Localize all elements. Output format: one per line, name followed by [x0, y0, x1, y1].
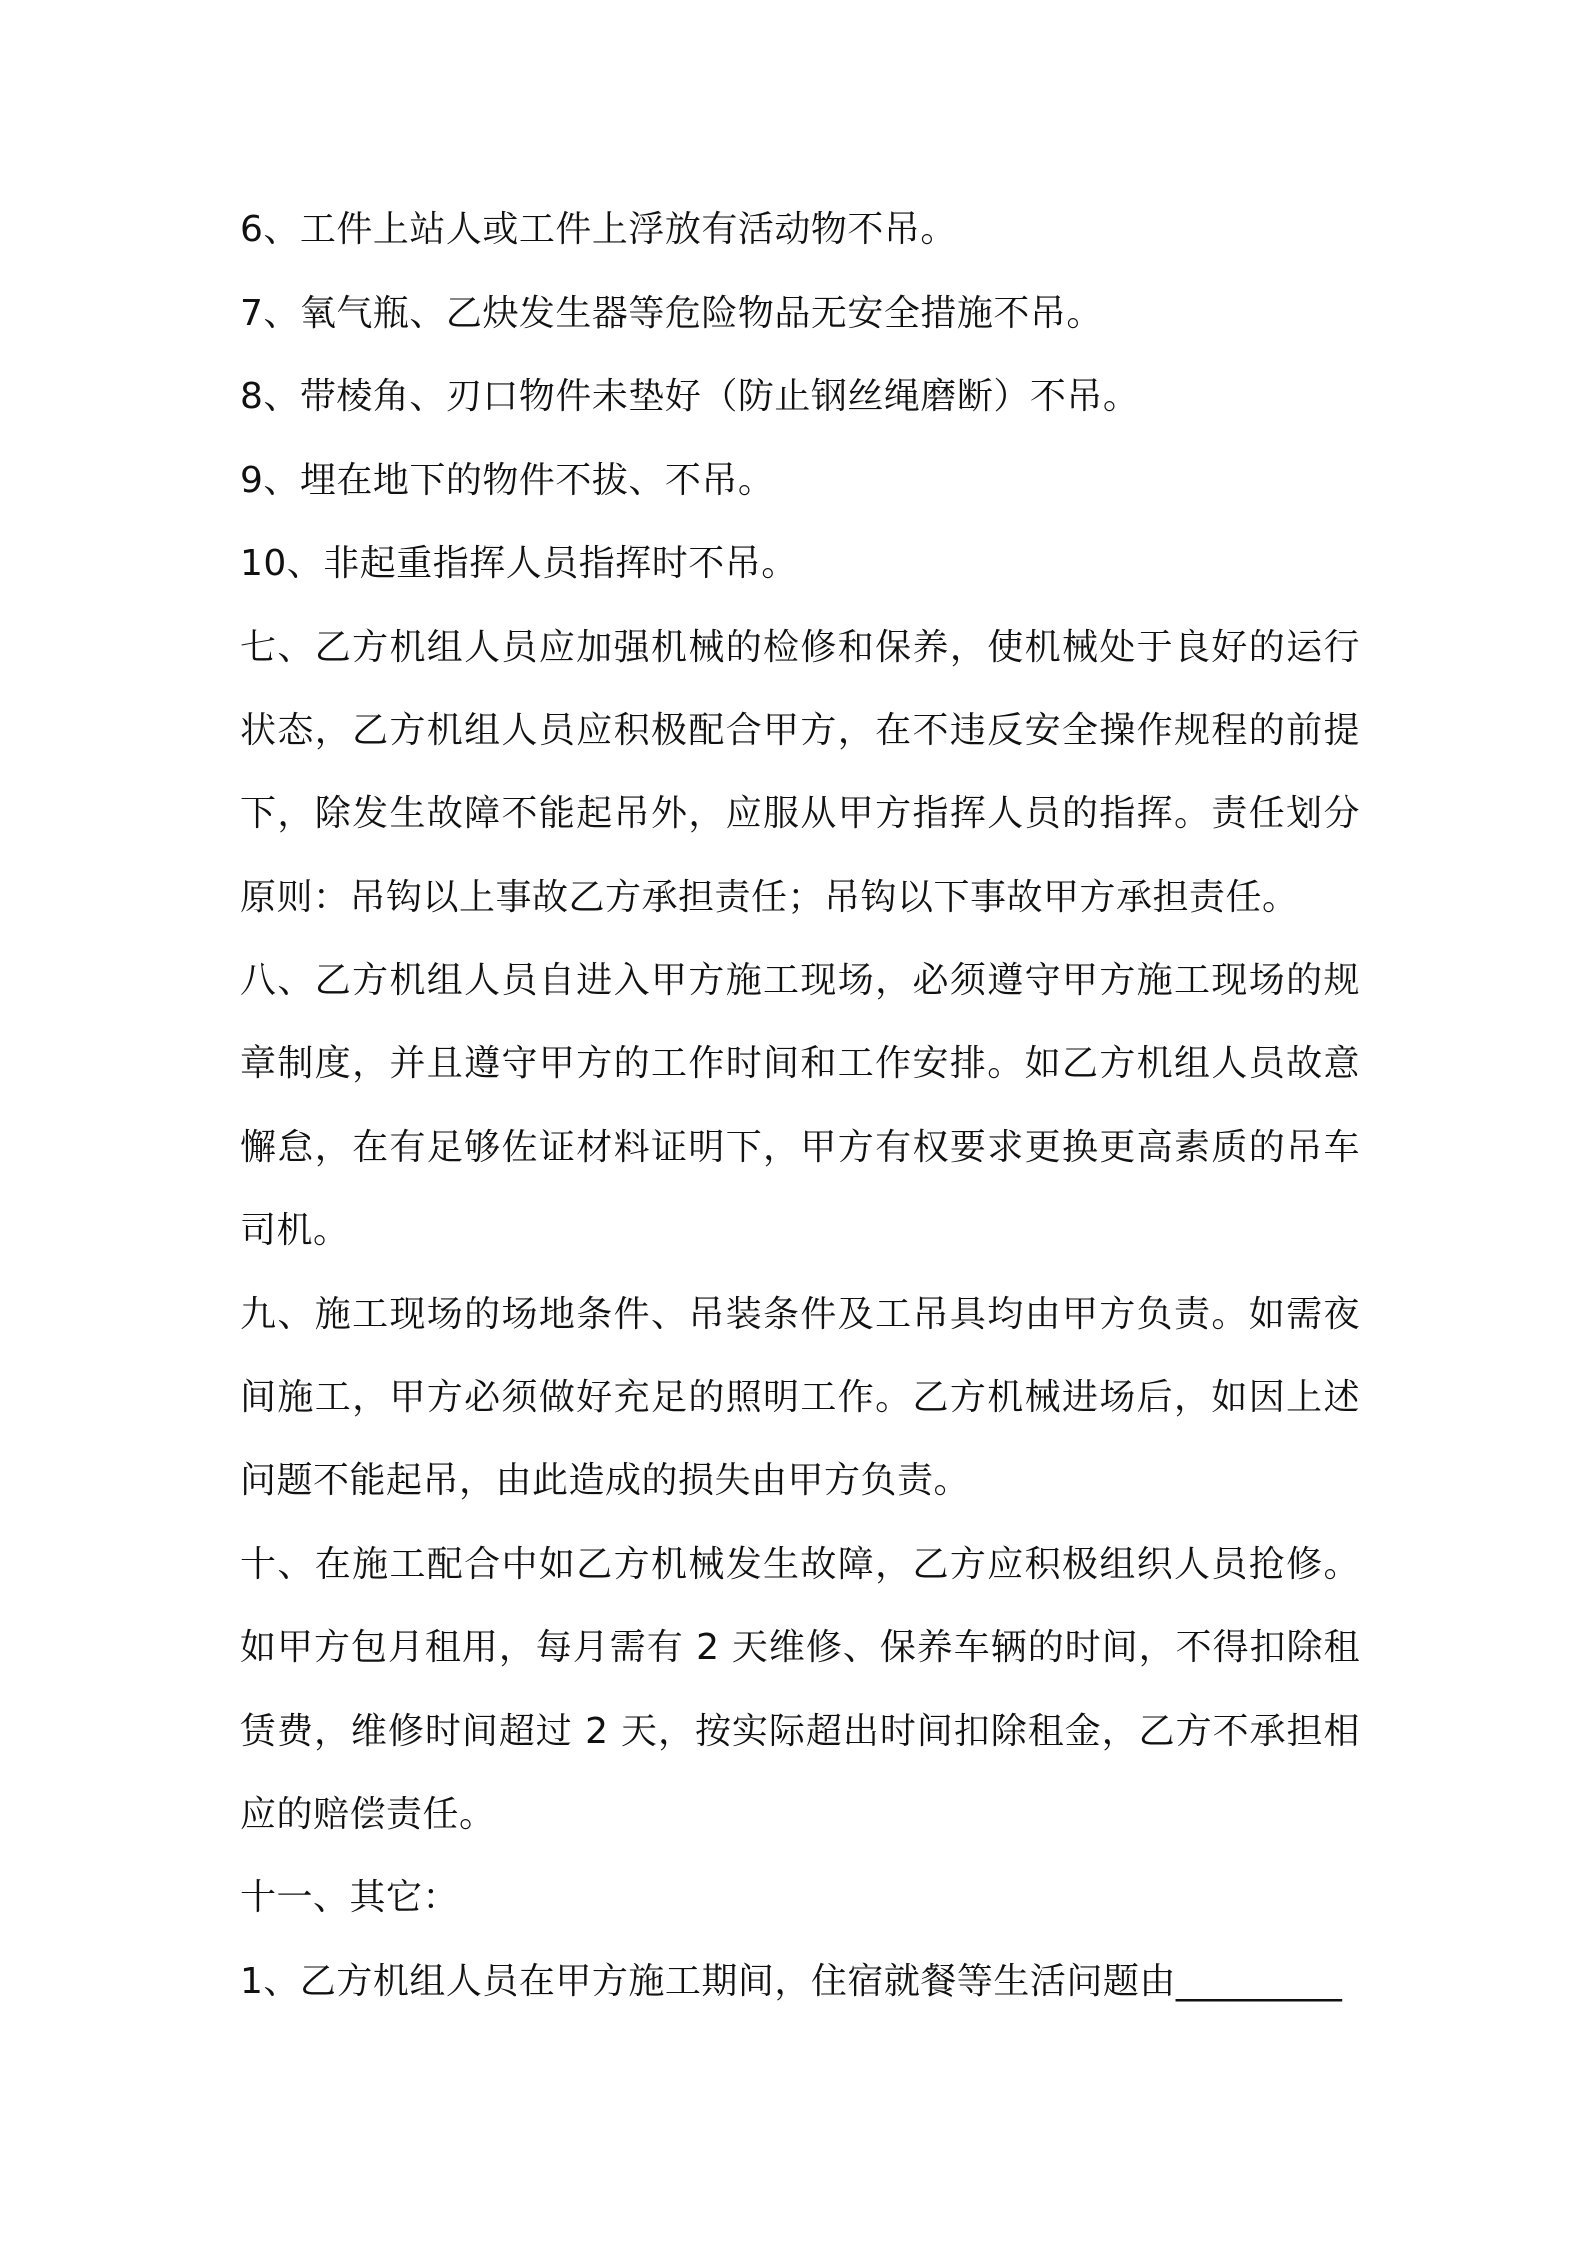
text-line: 九、施工现场的场地条件、吊装条件及工吊具均由甲方负责。如需夜: [240, 1294, 1360, 1335]
text-line: 10、非起重指挥人员指挥时不吊。: [240, 543, 798, 584]
text-line: 章制度，并且遵守甲方的工作时间和工作安排。如乙方机组人员故意: [240, 1043, 1360, 1084]
text-line: 8、带棱角、刃口物件未垫好（防止钢丝绳磨断）不吊。: [240, 376, 1140, 417]
text-line: 司机。: [240, 1210, 350, 1251]
text-line: 十一、其它：: [240, 1877, 460, 1918]
text-line: 1、乙方机组人员在甲方施工期间，住宿就餐等生活问题由_________: [240, 1961, 1343, 2002]
text-line: 如甲方包月租用，每月需有 2 天维修、保养车辆的时间，不得扣除租: [240, 1627, 1360, 1668]
text-line: 懈怠，在有足够佐证材料证明下，甲方有权要求更换更高素质的吊车: [240, 1127, 1360, 1168]
text-line: 问题不能起吊，由此造成的损失由甲方负责。: [240, 1460, 971, 1501]
text-line: 八、乙方机组人员自进入甲方施工现场，必须遵守甲方施工现场的规: [240, 960, 1360, 1001]
text-line: 原则：吊钩以上事故乙方承担责任；吊钩以下事故甲方承担责任。: [240, 877, 1299, 918]
text-line: 十、在施工配合中如乙方机械发生故障，乙方应积极组织人员抢修。: [240, 1544, 1360, 1585]
text-line: 赁费，维修时间超过 2 天，按实际超出时间扣除租金，乙方不承担相: [240, 1711, 1360, 1752]
text-line: 状态，乙方机组人员应积极配合甲方，在不违反安全操作规程的前提: [240, 710, 1360, 751]
text-line: 间施工，甲方必须做好充足的照明工作。乙方机械进场后，如因上述: [240, 1377, 1360, 1418]
text-line: 应的赔偿责任。: [240, 1794, 496, 1835]
text-line: 7、氧气瓶、乙炔发生器等危险物品无安全措施不吊。: [240, 293, 1103, 334]
text-line: 下，除发生故障不能起吊外，应服从甲方指挥人员的指挥。责任划分: [240, 793, 1360, 834]
text-line: 七、乙方机组人员应加强机械的检修和保养，使机械处于良好的运行: [240, 627, 1360, 668]
text-line: 6、工件上站人或工件上浮放有活动物不吊。: [240, 209, 957, 250]
text-line: 9、埋在地下的物件不拔、不吊。: [240, 460, 775, 501]
